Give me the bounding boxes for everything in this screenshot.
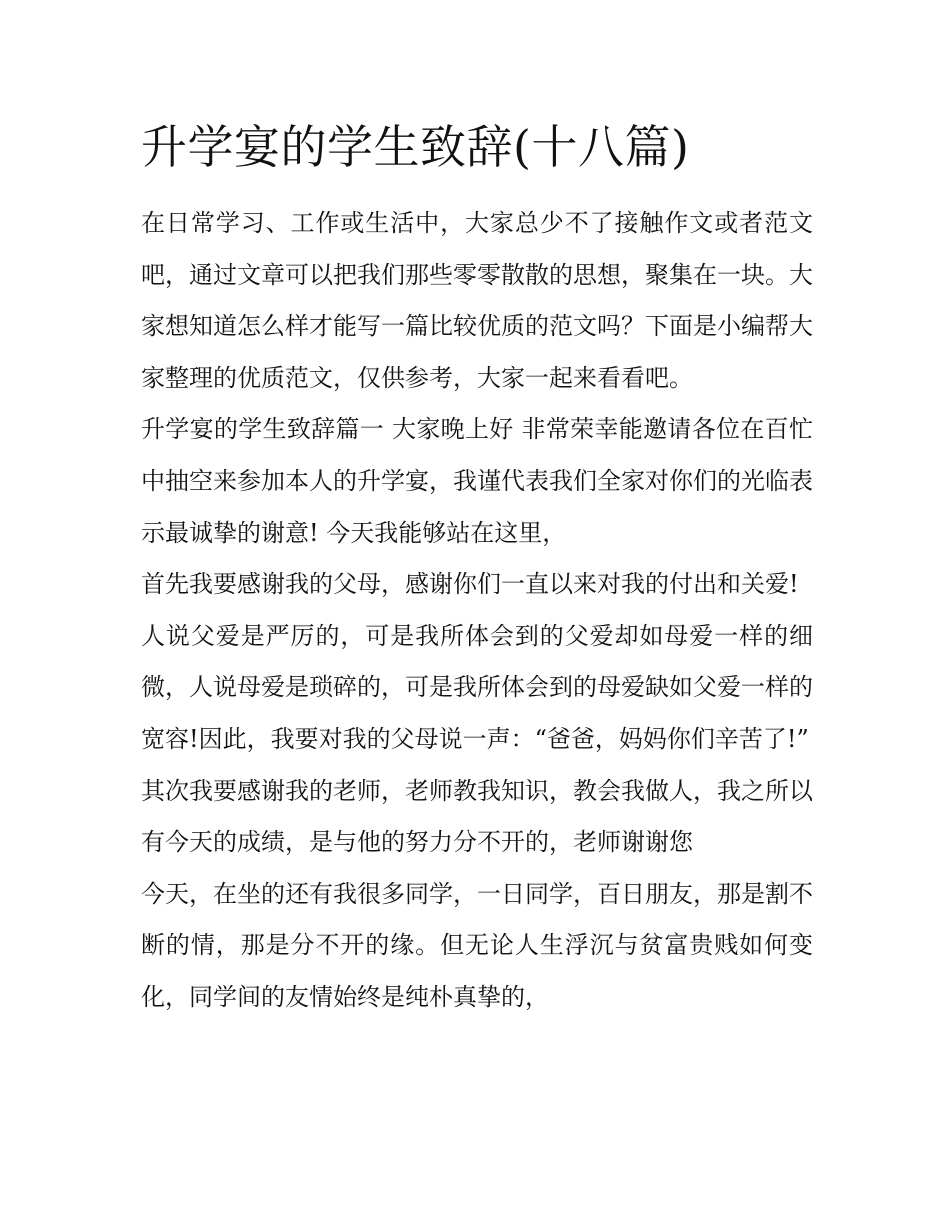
document-title: 升学宴的学生致辞(十八篇) [141,120,690,174]
paragraph-thanks-parents: 首先我要感谢我的父母，感谢你们一直以来对我的付出和关爱! [141,570,799,599]
paragraph-thanks-teachers: 其次我要感谢我的老师，老师教我知识，教会我做人，我之所以有今天的成绩，是与他的努力分不开的，老师谢谢您 [141,776,813,857]
document-page [141,112,813,1024]
paragraph-parents-love: 人说父爱是严厉的，可是我所体会到的父爱却如母爱一样的细微，人说母爱是琐碎的，可是我所体会到的母爱缺如父爱一样的宽容!因此，我要对我的父母说一声：“爸爸，妈妈你们辛苦了!” [141,621,813,753]
paragraph-greeting: 升学宴的学生致辞篇一 大家晚上好 非常荣幸能邀请各位在百忙中抽空来参加本人的升学宴，我谨代表我们全家对你们的光临表示最诚挚的谢意! 今天我能够站在这里， [141,415,813,547]
paragraph-intro: 在日常学习、工作或生活中，大家总少不了接触作文或者范文吧，通过文章可以把我们那些零零散散的思想，聚集在一块。大家想知道怎么样才能写一篇比较优质的范文吗？下面是小编帮大家整理的优质范文，仅供参考，大家一起来看看吧。 [141,209,813,392]
paragraph-classmates: 今天，在坐的还有我很多同学，一日同学，百日朋友，那是割不断的情，那是分不开的缘。但无论人生浮沉与贫富贵贱如何变化，同学间的友情始终是纯朴真挚的， [141,879,813,1011]
